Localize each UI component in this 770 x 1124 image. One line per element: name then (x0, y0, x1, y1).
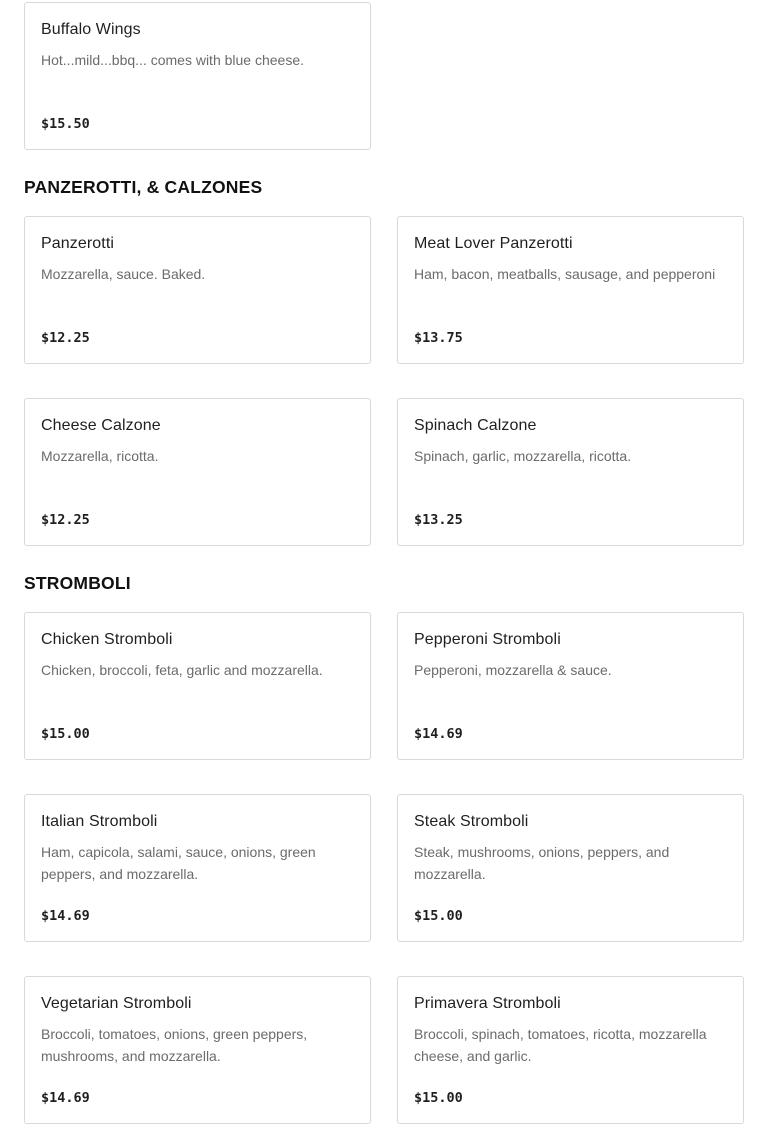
item-name: Chicken Stromboli (41, 631, 173, 648)
item-name: Meat Lover Panzerotti (414, 235, 573, 252)
menu-item-card-primavera-stromboli[interactable] (397, 976, 744, 1124)
menu-item-card-italian-stromboli[interactable] (24, 794, 371, 942)
section-title-panzerotti-calzones: PANZEROTTI, & CALZONES (24, 177, 263, 197)
menu-item-card-panzerotti[interactable] (24, 216, 371, 364)
item-description: Broccoli, spinach, tomatoes, ricotta, mozzarella cheese, and garlic. (414, 1026, 707, 1064)
menu-item-card-chicken-stromboli[interactable] (24, 612, 371, 760)
item-description: Pepperoni, mozzarella & sauce. (414, 662, 612, 678)
item-description: Ham, bacon, meatballs, sausage, and pepperoni (414, 266, 716, 282)
menu-item-card-pepperoni-stromboli[interactable] (397, 612, 744, 760)
menu-item-card-spinach-calzone[interactable] (397, 398, 744, 546)
menu-item-card-meat-lover-panzerotti[interactable] (397, 216, 744, 364)
item-price: $12.25 (41, 512, 90, 528)
item-name: Buffalo Wings (41, 21, 141, 38)
item-name: Spinach Calzone (414, 417, 537, 434)
item-price: $14.69 (41, 1090, 90, 1106)
item-price: $15.50 (41, 116, 90, 132)
item-name: Pepperoni Stromboli (414, 631, 561, 648)
item-name: Cheese Calzone (41, 417, 161, 434)
item-name: Primavera Stromboli (414, 995, 561, 1012)
menu-item-card-cheese-calzone[interactable] (24, 398, 371, 546)
item-description: Broccoli, tomatoes, onions, green peppers, mushrooms, and mozzarella. (41, 1026, 308, 1064)
item-price: $13.25 (414, 512, 463, 528)
item-description: Spinach, garlic, mozzarella, ricotta. (414, 448, 632, 464)
item-price: $14.69 (41, 908, 90, 924)
item-description: Steak, mushrooms, onions, peppers, and mozzarella. (414, 844, 670, 882)
item-description: Mozzarella, ricotta. (41, 448, 159, 464)
item-price: $14.69 (414, 726, 463, 742)
menu-item-card-buffalo-wings[interactable] (24, 2, 371, 150)
item-price: $12.25 (41, 330, 90, 346)
item-price: $15.00 (414, 1090, 463, 1106)
item-description: Chicken, broccoli, feta, garlic and mozzarella. (41, 662, 323, 678)
item-description: Hot...mild...bbq... comes with blue cheese. (41, 52, 305, 68)
item-price: $15.00 (414, 908, 463, 924)
item-price: $15.00 (41, 726, 90, 742)
item-price: $13.75 (414, 330, 463, 346)
item-name: Steak Stromboli (414, 813, 529, 830)
item-description: Mozzarella, sauce. Baked. (41, 266, 206, 282)
menu-item-card-steak-stromboli[interactable] (397, 794, 744, 942)
item-name: Panzerotti (41, 235, 115, 252)
menu-item-card-vegetarian-stromboli[interactable] (24, 976, 371, 1124)
item-description: Ham, capicola, salami, sauce, onions, green peppers, and mozzarella. (41, 844, 316, 882)
item-name: Italian Stromboli (41, 813, 158, 830)
section-title-stromboli: STROMBOLI (24, 573, 131, 593)
item-name: Vegetarian Stromboli (41, 995, 192, 1012)
